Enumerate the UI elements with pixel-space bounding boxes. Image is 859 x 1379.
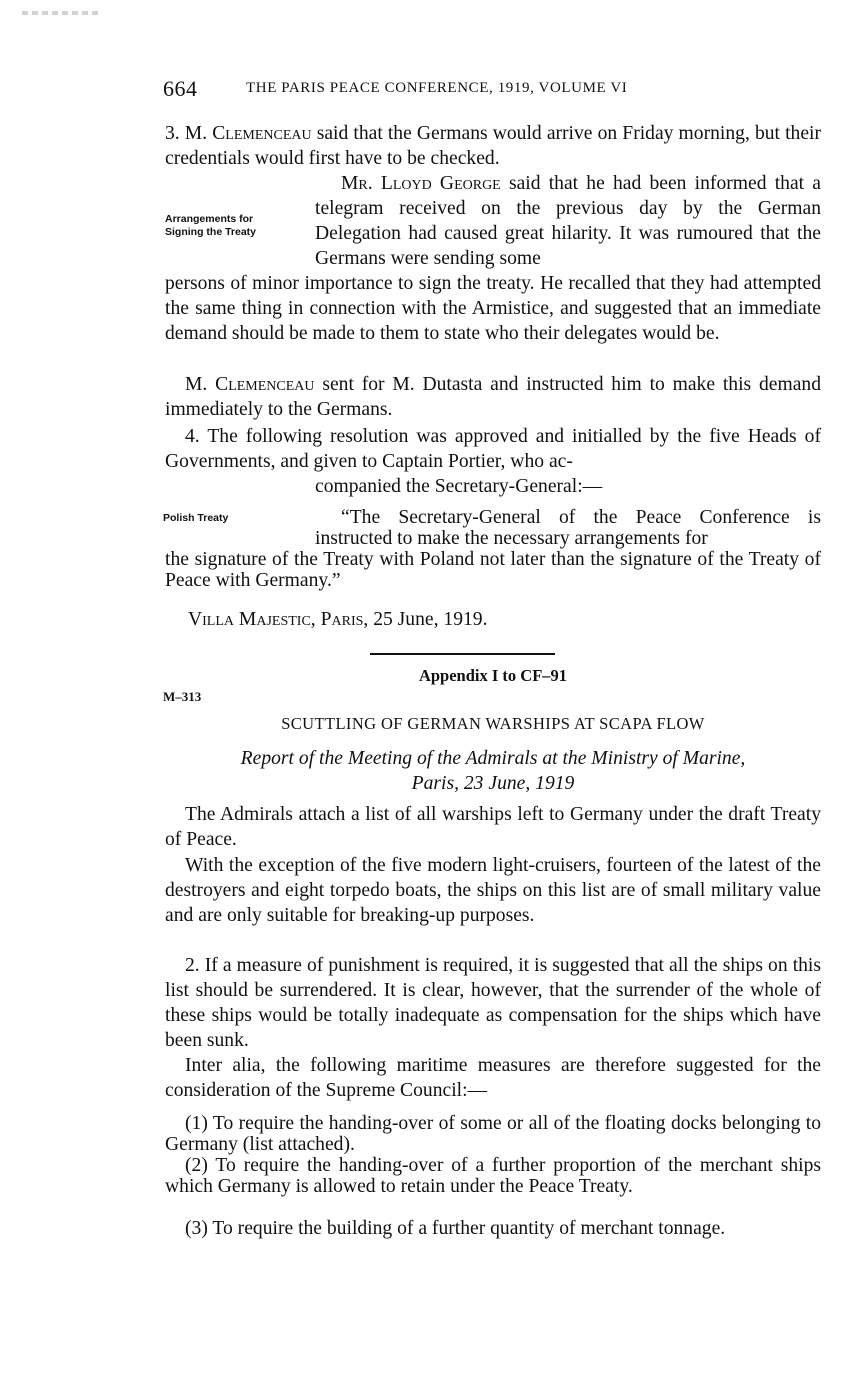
measure-item-3: (3) To require the building of a further quantity of merchant tonnage. xyxy=(185,1218,726,1239)
page-number: 664 xyxy=(163,76,198,101)
speaker-clemenceau: Clemenceau xyxy=(212,123,312,144)
margin-note-arrangements: Arrangements for Signing the Treaty xyxy=(165,213,257,238)
appendix-paragraph-1: The Admirals attach a list of all warships left to Germany under the draft Treaty of Peace. xyxy=(165,804,821,850)
margin-note-polish-treaty: Polish Treaty xyxy=(163,512,229,524)
resolution-continuation: the signature of the Treaty with Poland not later than the signature of the Treaty of Peace with Germany.” xyxy=(165,549,821,591)
appendix-paragraph-3: 2. If a measure of punishment is required, it is suggested that all the ships on this list should be surrendered. It is clear, however, that the surrender of the whole of these ships would be totally inadequate as compensation for the ships which have been sunk. xyxy=(165,955,821,1051)
appendix-subtitle: Report of the Meeting of the Admirals at the Ministry of Marine, Paris, 23 June, 1919 xyxy=(240,748,746,794)
place-date-line: Villa Majestic, Paris, 25 June, 1919. xyxy=(188,609,488,630)
measure-item-2: (2) To require the handing-over of a further proportion of the merchant ships which Germany is allowed to retain under the Peace Treaty. xyxy=(165,1155,821,1197)
appendix-paragraph-4: Inter alia, the following maritime measures are therefore suggested for the consideration of the Supreme Council:— xyxy=(165,1055,821,1101)
section-divider xyxy=(370,653,555,655)
speaker-clemenceau-2: M. Clemenceau xyxy=(185,374,315,395)
item-4-paragraph: 4. The following resolution was approved and initialled by the five Heads of Governments, and given to Captain Portier, who ac- xyxy=(165,426,821,472)
running-header xyxy=(163,76,823,102)
appendix-reference: M–313 xyxy=(163,689,202,704)
appendix-title: Appendix I to CF–91 xyxy=(418,666,568,685)
speaker-lloyd-george: Mr. Lloyd George xyxy=(341,173,501,194)
lloyd-george-paragraph: Mr. Lloyd George said that he had been informed that a telegram received on the previous day by the German Delegation had caused great hilarity. It was rumoured that the Germans were sending some xyxy=(315,173,821,269)
clemenceau-dutasta-paragraph: M. Clemenceau sent for M. Dutasta and instructed him to make this demand immediately to the Germans. xyxy=(165,374,821,420)
lloyd-george-continuation: persons of minor importance to sign the treaty. He recalled that they had attempted the same thing in connection with the Armistice, and suggested that an immediate demand should be made to them to state who their delegates would be. xyxy=(165,273,821,344)
measure-item-1: (1) To require the handing-over of some or all of the floating docks belonging to Germany (list attached). xyxy=(165,1113,821,1155)
scan-artifact xyxy=(22,11,102,15)
item-4-continuation: companied the Secretary-General:— xyxy=(315,476,603,497)
appendix-heading: SCUTTLING OF GERMAN WARSHIPS AT SCAPA FLOW xyxy=(281,714,705,733)
appendix-paragraph-2: With the exception of the five modern light-cruisers, fourteen of the latest of the destroyers and eight torpedo boats, the ships on this list are of small military value and are only suitable for breaking-up purposes. xyxy=(165,855,821,926)
item-3-paragraph: 3. M. Clemenceau said that the Germans would arrive on Friday morning, but their credentials would first have to be checked. xyxy=(165,123,821,169)
running-title: THE PARIS PEACE CONFERENCE, 1919, VOLUME VI xyxy=(246,80,628,96)
resolution-quote: “The Secretary-General of the Peace Conference is instructed to make the necessary arrangements for xyxy=(315,507,821,549)
